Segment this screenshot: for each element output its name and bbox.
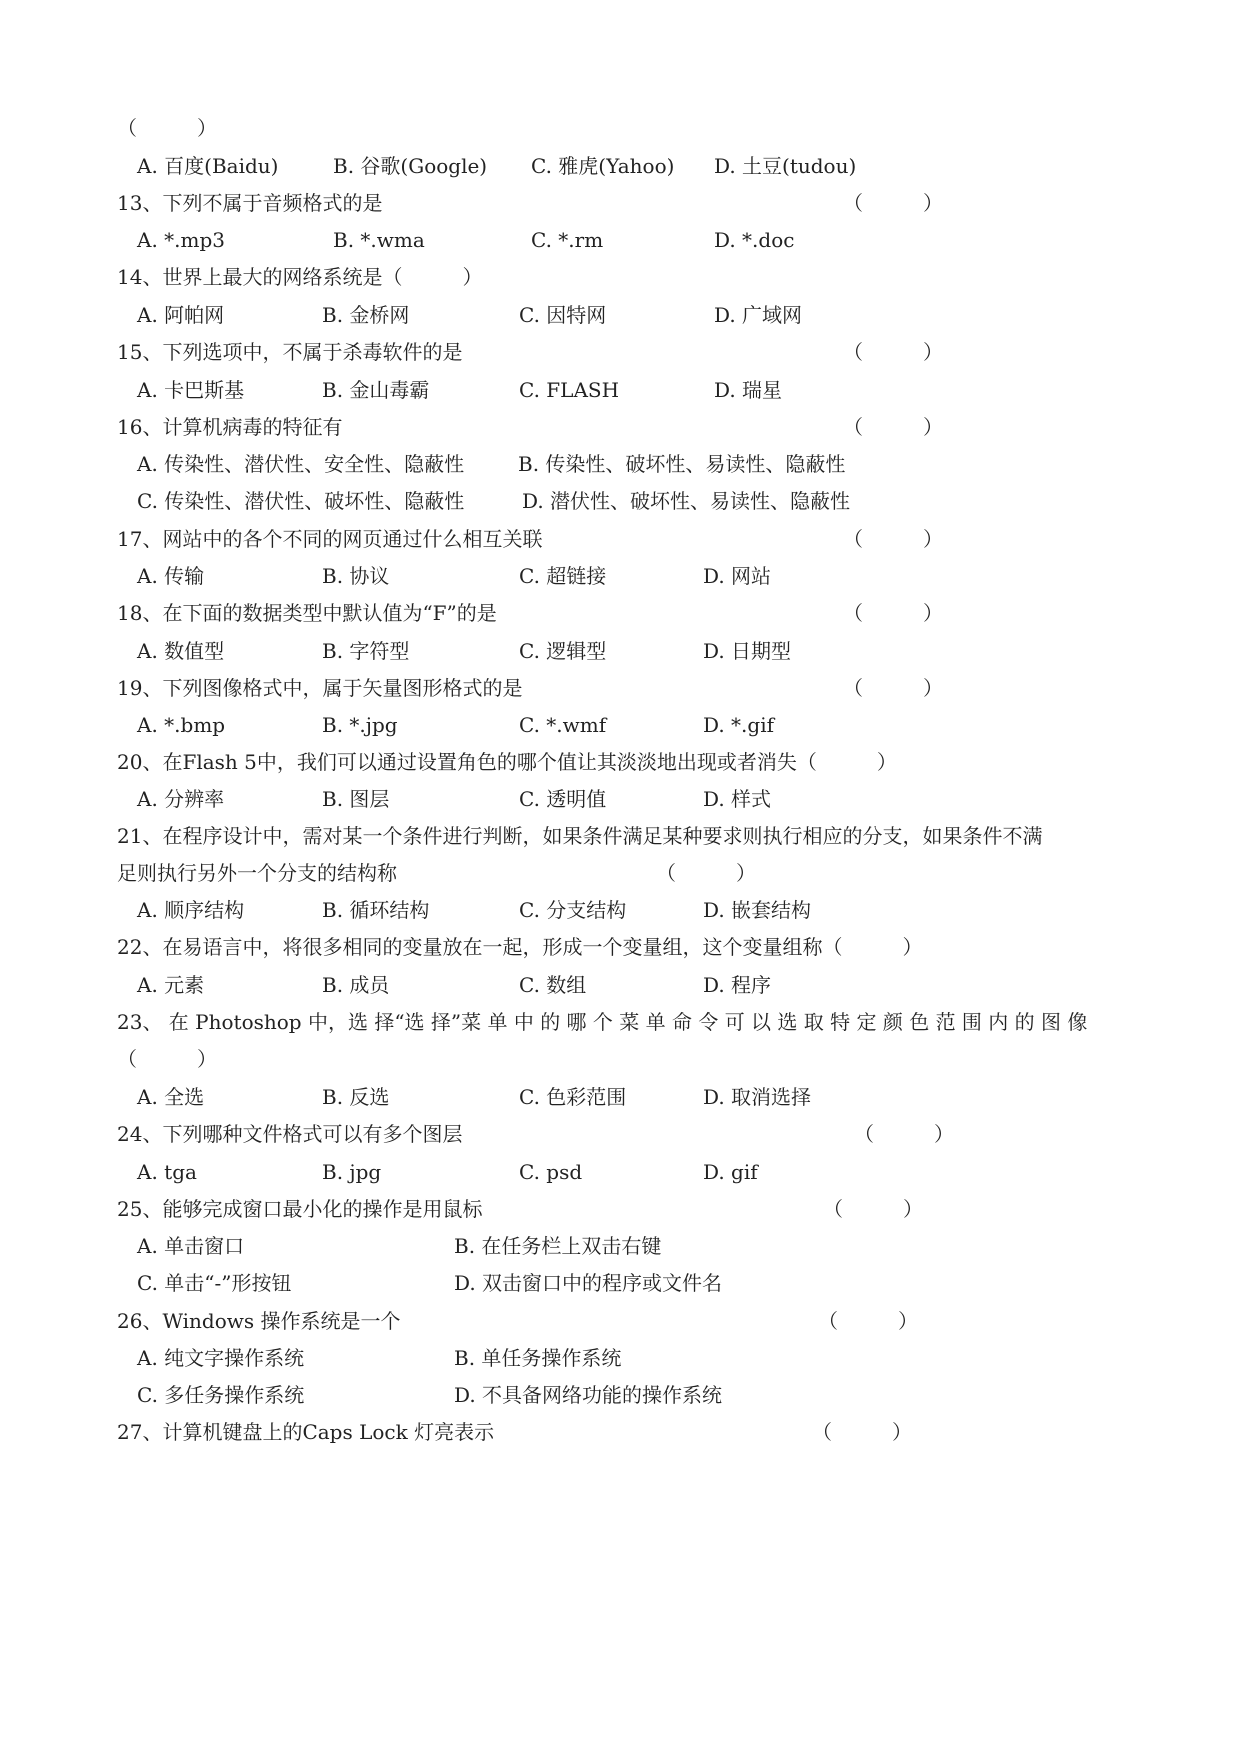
option-22-b: B. 成员: [322, 973, 390, 997]
answer-paren-13: （ ）: [843, 191, 943, 215]
option-22-c: C. 数组: [519, 973, 587, 997]
option-19-d: D. *.gif: [703, 713, 774, 737]
option-26-d: D. 不具备网络功能的操作系统: [454, 1383, 723, 1407]
option-17-b: B. 协议: [322, 564, 390, 588]
option-19-c: C. *.wmf: [519, 713, 607, 737]
option-20-a: A. 分辨率: [137, 787, 225, 811]
question-26: 26、Windows 操作系统是一个: [117, 1309, 401, 1333]
option-25-c: C. 单击“-”形按钮: [137, 1271, 292, 1295]
question-16: 16、计算机病毒的特征有: [117, 415, 343, 439]
option-13-c: C. *.rm: [531, 228, 604, 252]
answer-paren-25: （ ）: [823, 1197, 923, 1221]
option-20-b: B. 图层: [322, 787, 390, 811]
question-13: 13、下列不属于音频格式的是: [117, 191, 383, 215]
answer-paren-15: （ ）: [843, 340, 943, 364]
option-26-c: C. 多任务操作系统: [137, 1383, 305, 1407]
option-14-c: C. 因特网: [519, 303, 607, 327]
option-16-c: C. 传染性、潜伏性、破坏性、隐蔽性: [137, 489, 465, 513]
option-14-b: B. 金桥网: [322, 303, 410, 327]
option-21-c: C. 分支结构: [519, 898, 627, 922]
question-23-line-2: （ ）: [117, 1047, 217, 1071]
option-22-a: A. 元素: [137, 973, 205, 997]
answer-paren-24: （ ）: [854, 1122, 954, 1146]
option-23-a: A. 全选: [137, 1085, 205, 1109]
answer-paren-27: （ ）: [812, 1420, 912, 1444]
option-17-a: A. 传输: [137, 564, 205, 588]
option-14-d: D. 广域网: [714, 303, 803, 327]
answer-paren-21: （ ）: [656, 861, 756, 885]
option-20-c: C. 透明值: [519, 787, 607, 811]
option-18-a: A. 数值型: [137, 639, 225, 663]
option-24-d: D. gif: [703, 1160, 758, 1184]
option-12-c: C. 雅虎(Yahoo): [531, 154, 675, 178]
question-22: 22、在易语言中，将很多相同的变量放在一起，形成一个变量组，这个变量组称（ ）: [117, 935, 923, 959]
answer-paren-17: （ ）: [843, 527, 943, 551]
option-16-b: B. 传染性、破坏性、易读性、隐蔽性: [518, 452, 846, 476]
option-24-c: C. psd: [519, 1160, 583, 1184]
option-19-b: B. *.jpg: [322, 713, 398, 737]
option-24-a: A. tga: [137, 1160, 197, 1184]
answer-paren-19: （ ）: [843, 676, 943, 700]
option-15-b: B. 金山毒霸: [322, 378, 430, 402]
option-13-b: B. *.wma: [333, 228, 425, 252]
option-24-b: B. jpg: [322, 1160, 382, 1184]
answer-paren-18: （ ）: [843, 601, 943, 625]
option-12-a: A. 百度(Baidu): [137, 154, 279, 178]
option-23-c: C. 色彩范围: [519, 1085, 627, 1109]
question-14: 14、世界上最大的网络系统是（ ）: [117, 265, 483, 289]
option-20-d: D. 样式: [703, 787, 772, 811]
option-25-a: A. 单击窗口: [137, 1234, 245, 1258]
option-25-b: B. 在任务栏上双击右键: [454, 1234, 662, 1258]
question-23-line-1: 23、 在 Photoshop 中，选 择“选 择”菜 单 中 的 哪 个 菜 单 命 令 可 以 选 取 特 定 颜 色 范 围 内 的 图 像: [117, 1010, 1088, 1034]
question-27: 27、计算机键盘上的Caps Lock 灯亮表示: [117, 1420, 495, 1444]
answer-paren-16: （ ）: [843, 415, 943, 439]
option-22-d: D. 程序: [703, 973, 772, 997]
option-23-b: B. 反选: [322, 1085, 390, 1109]
question-19: 19、下列图像格式中，属于矢量图形格式的是: [117, 676, 523, 700]
option-26-b: B. 单任务操作系统: [454, 1346, 622, 1370]
question-21-line-2: 足则执行另外一个分支的结构称: [117, 861, 397, 885]
option-15-a: A. 卡巴斯基: [137, 378, 245, 402]
question-17: 17、网站中的各个不同的网页通过什么相互关联: [117, 527, 543, 551]
question-18: 18、在下面的数据类型中默认值为“F”的是: [117, 601, 497, 625]
option-23-d: D. 取消选择: [703, 1085, 812, 1109]
option-18-d: D. 日期型: [703, 639, 792, 663]
option-16-a: A. 传染性、潜伏性、安全性、隐蔽性: [137, 452, 465, 476]
answer-paren-26: （ ）: [818, 1309, 918, 1333]
option-15-c: C. FLASH: [519, 378, 620, 402]
option-21-d: D. 嵌套结构: [703, 898, 812, 922]
option-15-d: D. 瑞星: [714, 378, 783, 402]
question-25: 25、能够完成窗口最小化的操作是用鼠标: [117, 1197, 483, 1221]
option-18-b: B. 字符型: [322, 639, 410, 663]
question-20: 20、在Flash 5中，我们可以通过设置角色的哪个值让其淡淡地出现或者消失（ ）: [117, 750, 897, 774]
option-16-d: D. 潜伏性、破坏性、易读性、隐蔽性: [522, 489, 851, 513]
option-12-b: B. 谷歌(Google): [333, 154, 488, 178]
option-21-a: A. 顺序结构: [137, 898, 245, 922]
option-14-a: A. 阿帕网: [137, 303, 225, 327]
question-21-line-1: 21、在程序设计中，需对某一个条件进行判断，如果条件满足某种要求则执行相应的分支，如果条件不满: [117, 824, 1043, 848]
option-19-a: A. *.bmp: [137, 713, 226, 737]
option-13-d: D. *.doc: [714, 228, 795, 252]
option-13-a: A. *.mp3: [137, 228, 226, 252]
question-24: 24、下列哪种文件格式可以有多个图层: [117, 1122, 463, 1146]
option-21-b: B. 循环结构: [322, 898, 430, 922]
option-17-c: C. 超链接: [519, 564, 607, 588]
lead-paren: （ ）: [117, 116, 217, 140]
question-15: 15、下列选项中，不属于杀毒软件的是: [117, 340, 463, 364]
option-25-d: D. 双击窗口中的程序或文件名: [454, 1271, 723, 1295]
option-26-a: A. 纯文字操作系统: [137, 1346, 305, 1370]
option-12-d: D. 土豆(tudou): [714, 154, 857, 178]
option-18-c: C. 逻辑型: [519, 639, 607, 663]
option-17-d: D. 网站: [703, 564, 772, 588]
